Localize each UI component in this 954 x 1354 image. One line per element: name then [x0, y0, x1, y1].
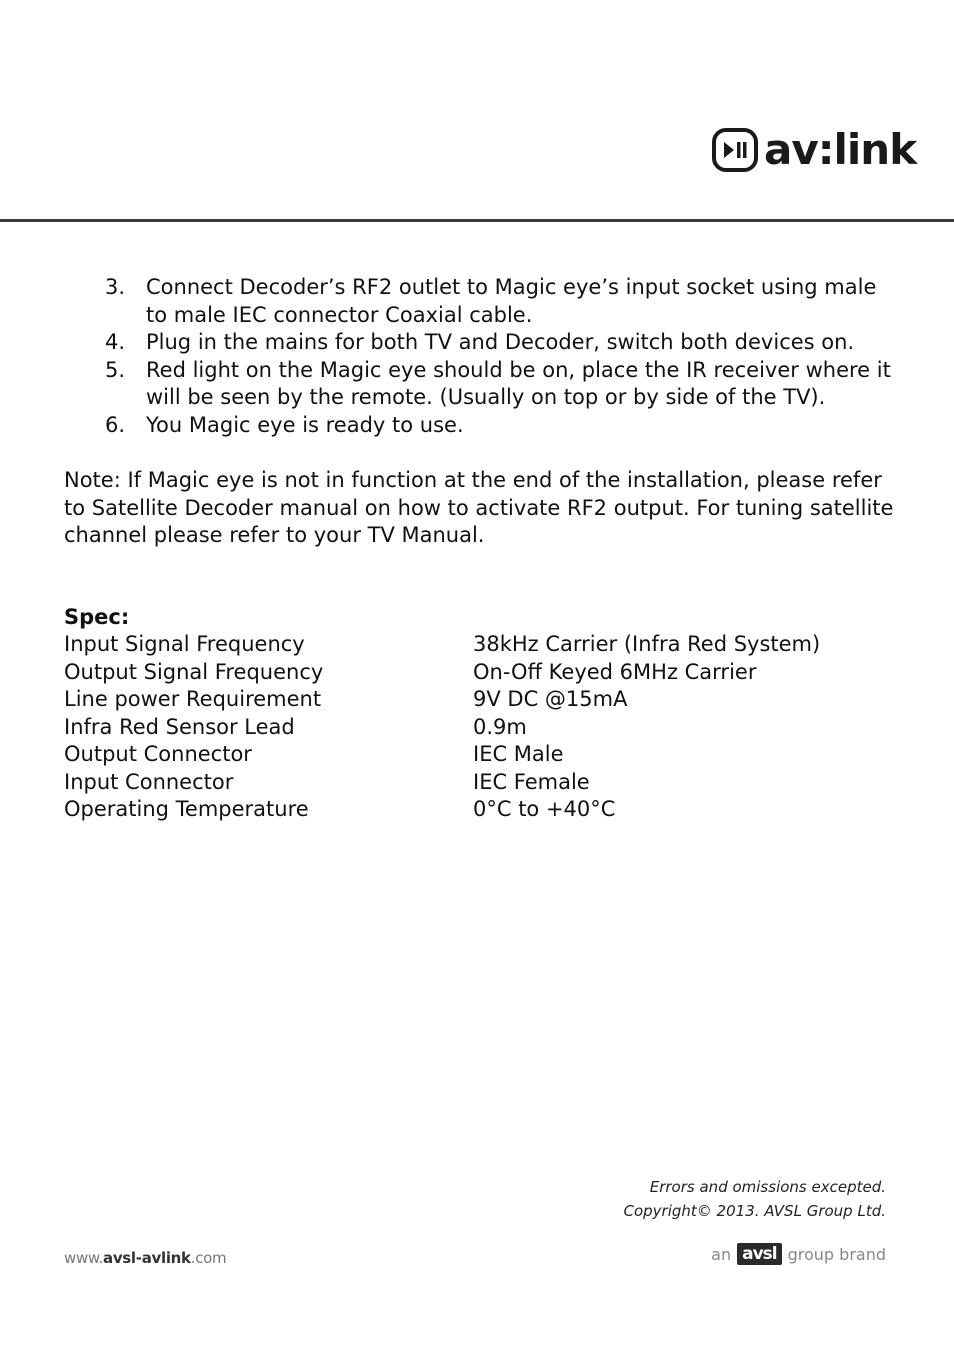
copyright-notice: Copyright© 2013. AVSL Group Ltd. — [623, 1202, 886, 1220]
list-item — [64, 357, 894, 412]
spec-row — [64, 796, 894, 824]
brand-pre: an — [711, 1244, 732, 1264]
spec-label: Input Signal Frequency — [64, 632, 305, 656]
spec-value: IEC Male — [473, 742, 564, 766]
website-prefix: www. — [64, 1249, 103, 1267]
spec-row — [64, 659, 894, 687]
play-pause-icon — [712, 128, 758, 172]
website-link[interactable] — [64, 1249, 226, 1267]
spec-value: 0.9m — [473, 714, 527, 739]
spec-value: 38kHz Carrier (Infra Red System) — [473, 632, 821, 656]
spec-row — [64, 769, 894, 797]
header-divider — [0, 219, 954, 222]
step-text: You Magic eye is ready to use. — [146, 412, 464, 437]
list-item — [64, 412, 894, 440]
avlink-logo — [712, 124, 916, 176]
step-number: 6. — [105, 412, 126, 437]
step-number: 5. — [105, 357, 126, 382]
installation-note: Note: If Magic eye is not in function at the end of the installation, please refer to Satellite Decoder manual on how to activate RF2 output. For tuning satellite channel please refer to your TV Manual. — [64, 468, 894, 547]
spec-label: Input Connector — [64, 769, 234, 794]
step-number: 3. — [105, 275, 126, 299]
spec-label: Output Signal Frequency — [64, 659, 324, 684]
spec-row — [64, 741, 894, 769]
spec-label: Line power Requirement — [64, 687, 322, 711]
list-item — [64, 274, 894, 329]
spec-value: 9V DC @15mA — [473, 687, 628, 711]
brand-wordmark: av:link — [764, 125, 917, 174]
spec-label: Output Connector — [64, 742, 252, 766]
spec-value: 0°C to +40°C — [473, 797, 616, 821]
spec-value: On-Off Keyed 6MHz Carrier — [473, 659, 757, 684]
spec-row — [64, 631, 894, 659]
website-suffix: .com — [190, 1249, 227, 1267]
step-number: 4. — [105, 330, 126, 354]
errors-disclaimer: Errors and omissions excepted. — [649, 1178, 886, 1196]
spec-table — [64, 631, 894, 824]
spec-row — [64, 714, 894, 742]
step-text: Plug in the mains for both TV and Decoder, switch both devices on. — [146, 330, 855, 354]
spec-label: Infra Red Sensor Lead — [64, 714, 295, 739]
step-text: Red light on the Magic eye should be on, place the IR receiver where it will be seen by the remote. (Usually on top or by side of the TV). — [146, 357, 891, 409]
avsl-logo: avsl — [737, 1243, 782, 1265]
instruction-steps — [64, 274, 894, 439]
spec-row — [64, 686, 894, 714]
brand-post: group brand — [787, 1244, 886, 1264]
avsl-brand-mark — [711, 1243, 886, 1265]
website-domain: avsl-avlink — [103, 1249, 191, 1267]
spec-heading: Spec: — [64, 605, 130, 629]
spec-label: Operating Temperature — [64, 797, 309, 821]
step-text: Connect Decoder’s RF2 outlet to Magic eye’s input socket using male to male IEC connector Coaxial cable. — [146, 275, 877, 327]
list-item — [64, 329, 894, 357]
spec-value: IEC Female — [473, 769, 590, 794]
